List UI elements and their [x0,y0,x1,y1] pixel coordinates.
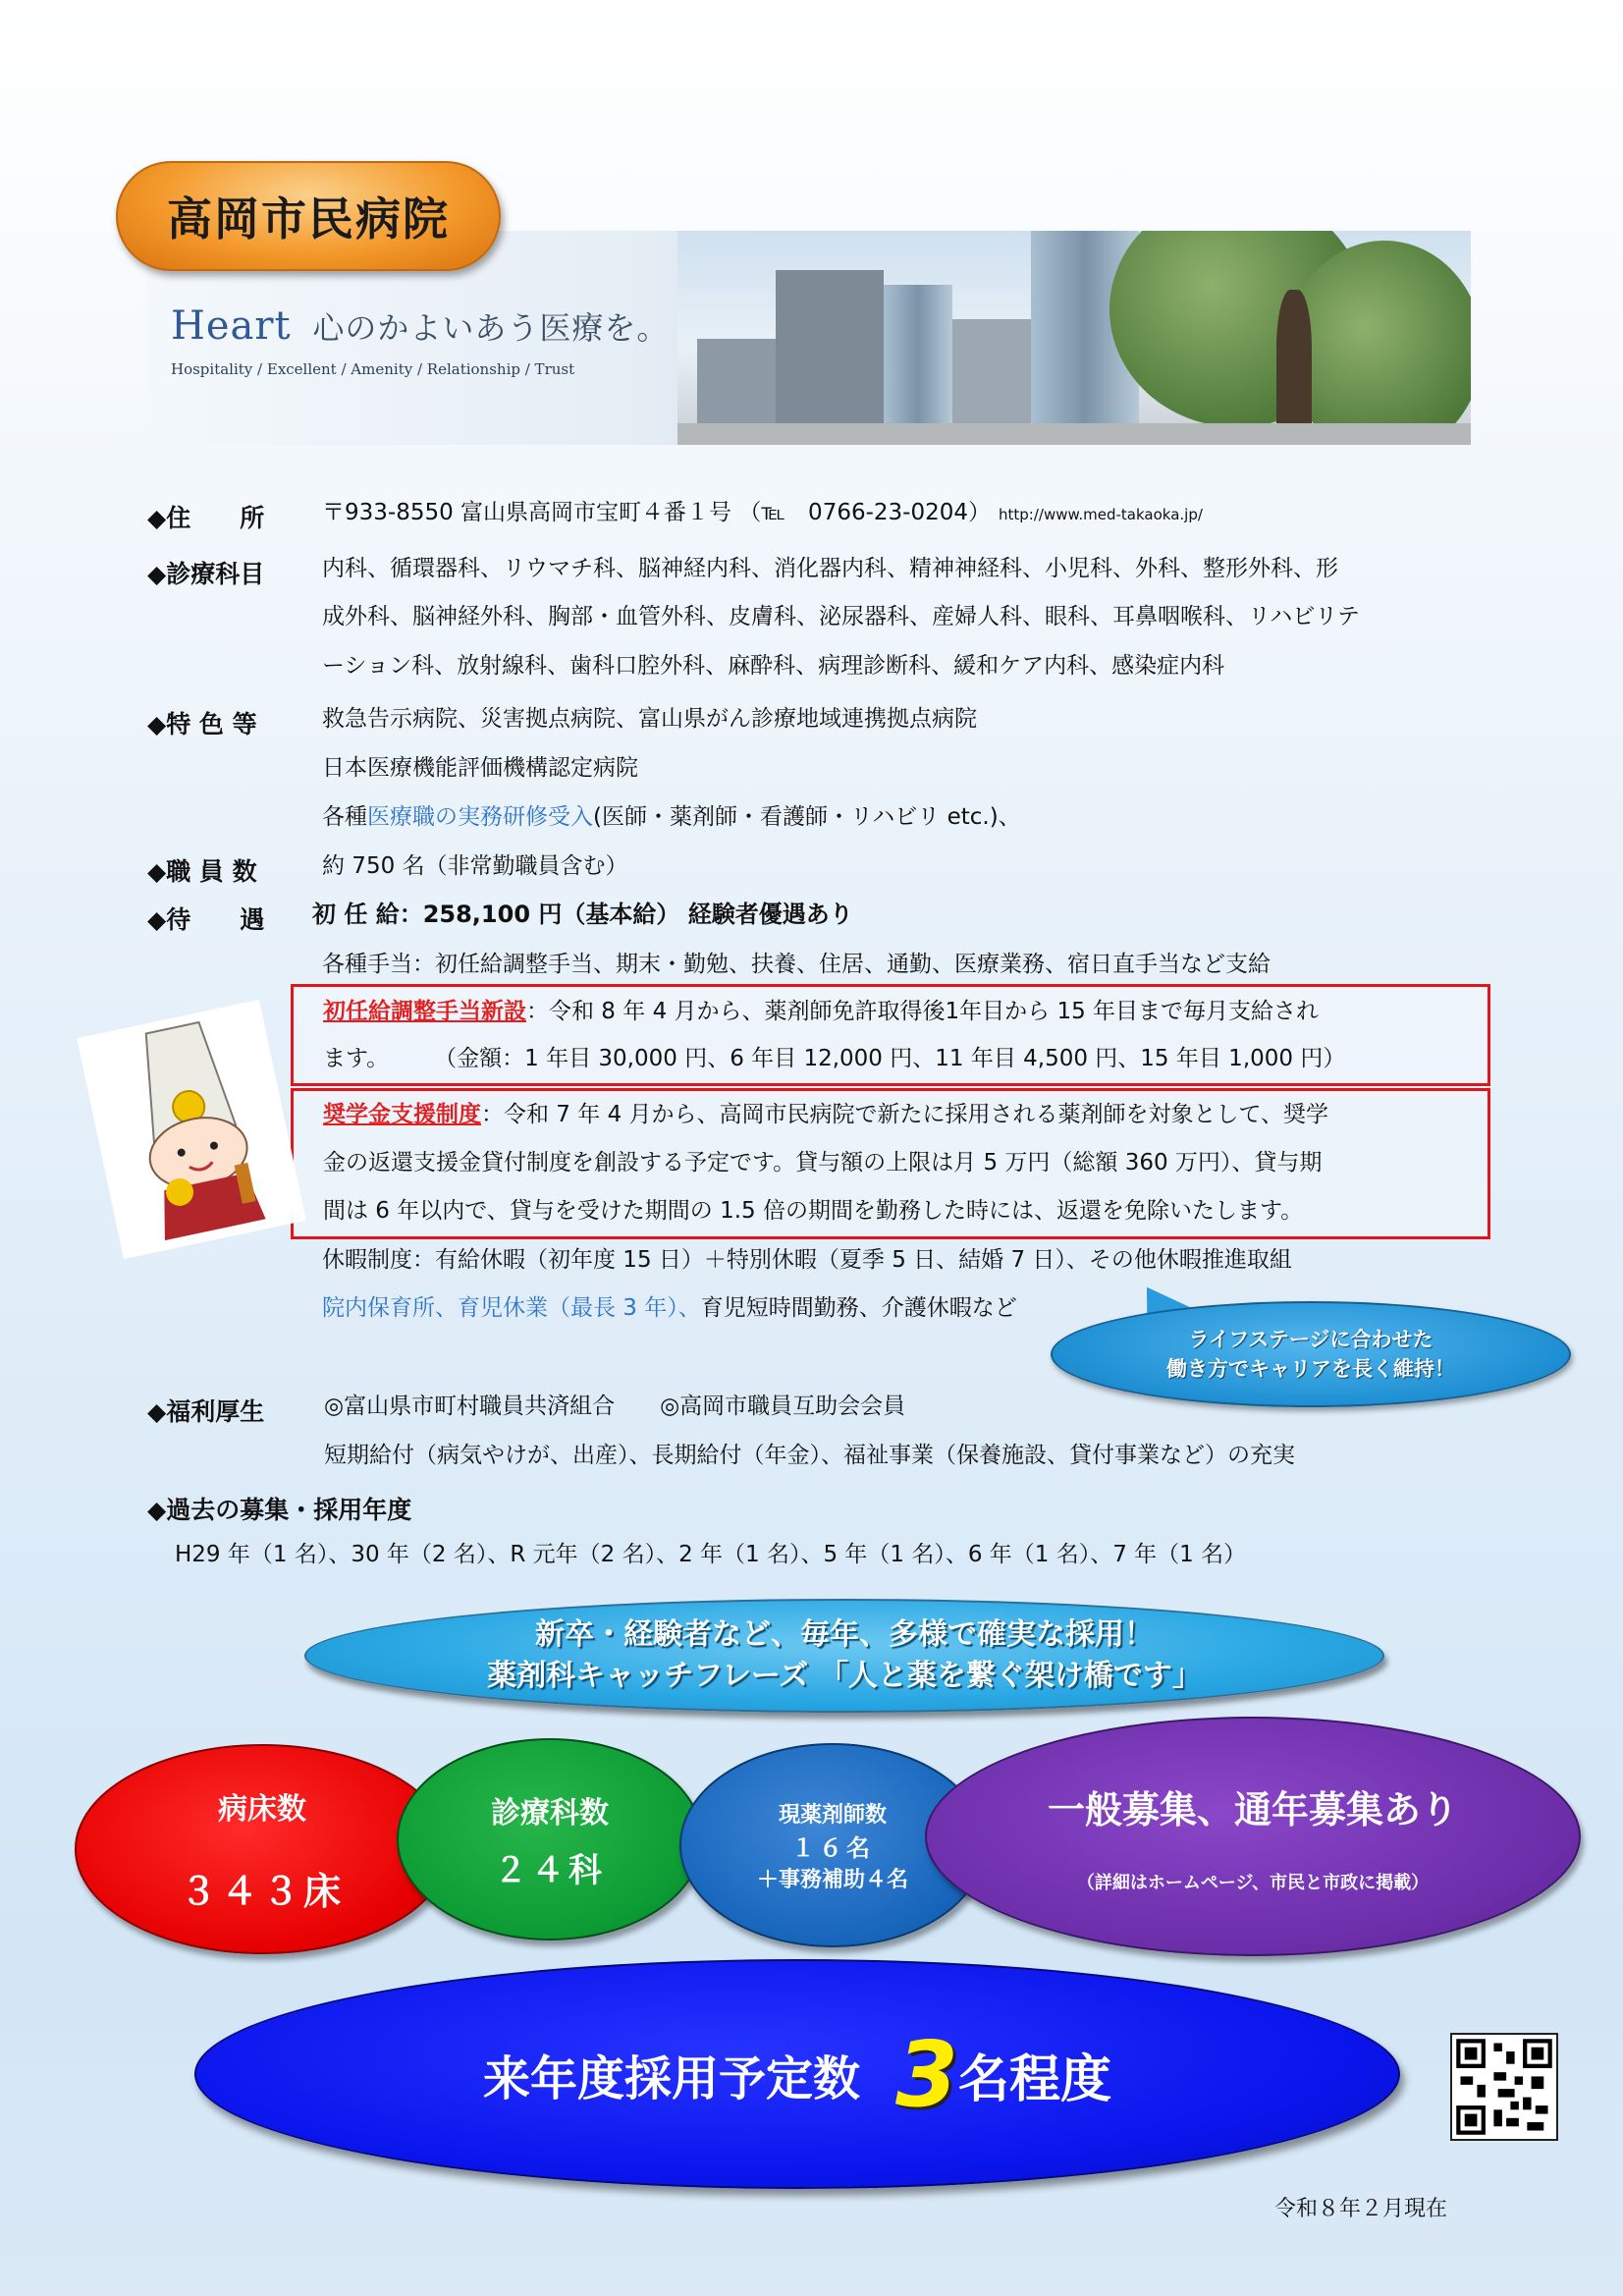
building-glass [884,285,952,445]
welfare-line: 短期給付（病気やけが、出産）、長期給付（年金）、福祉事業（保養施設、貸付事業など）の充実 [324,1443,1295,1468]
scholarship-line: 間は 6 年以内で、貸与を受けた期間の 1.5 倍の期間を勤務した時には、返還を免除いたします。 [323,1198,1304,1224]
scholarship-box [291,1088,1490,1239]
scholarship-title: 奨学金支援制度 [323,1102,481,1127]
hospital-url-link[interactable]: http://www.med-takaoka.jp/ [999,506,1203,523]
features-line [322,801,1021,833]
features-prefix: 各種 [322,804,367,830]
leave-system: 休暇制度：有給休暇（初年度 15 日）＋特別休暇（夏季 5 日、結婚 7 日）、その他休暇推進取組 [322,1247,1292,1273]
departments-line: ーション科、放射線科、歯科口腔外科、麻酔科、病理診断科、緩和ケア内科、感染症内科 [322,653,1225,679]
heart-tagline: 心のかよいあう医療を。 [312,309,670,347]
beds-circle [75,1744,450,1954]
depts-value: ２４科 [494,1850,606,1890]
new-allowance-text: ：令和 8 年 4 月から、薬剤師免許取得後1年目から 15 年目まで毎月支給され [526,999,1320,1024]
beds-value: ３４３床 [179,1869,345,1913]
new-allowance-line: ます。 （金額：1 年目 30,000 円、6 年目 12,000 円、11 年目 4,500 円、15 年目 1,000 円） [323,1046,1346,1071]
departments-line: 成外科、脳神経外科、胸部・血管外科、皮膚科、泌尿器科、産婦人科、眼科、耳鼻咽喉科、リハビリテ [322,604,1360,629]
childcare-highlight: 院内保育所、育児休業（最長 3 年）、 [322,1295,701,1321]
plan-number: 3 [894,2021,958,2127]
new-allowance-box [291,984,1490,1086]
hiring-plan-oval [194,1959,1400,2189]
childcare-suffix: 育児短時間勤務、介護休暇など [700,1295,1017,1321]
history-value: H29 年（1 名）、30 年（2 名）、R 元年（2 名）、2 年（1 名）、5 年（1 名）、6 年（1 名）、7 年（1 名） [175,1542,1247,1567]
catchphrase-line: 薬剤科キャッチフレーズ 「人と薬を繋ぐ架け橋です」 [487,1659,1202,1693]
plan-suffix: 名程度 [958,2050,1112,2109]
scholarship-line: 金の返還支援金貸付制度を創設する予定です。貸与額の上限は月 5 万円（総額 360 万円）、貸与期 [323,1150,1323,1175]
hospital-name-badge: 高岡市民病院 [116,161,501,271]
scholarship-line [323,1099,1328,1130]
new-allowance-line [323,996,1319,1027]
pharm-value: １６名 [791,1833,874,1862]
building-tower [776,270,884,445]
catchphrase-line: 新卒・経験者など、毎年、多様で確実な採用！ [535,1617,1154,1652]
training-highlight: 医療職の実務研修受入 [367,804,593,830]
history-label: ◆過去の募集・採用年度 [147,1496,412,1524]
departments-circle [397,1738,703,1941]
new-allowance-title: 初任給調整手当新設 [323,999,526,1024]
welfare-line: ◎富山県市町村職員共済組合 ◎高岡市職員互助会会員 [324,1394,906,1419]
heart-acronym: Hospitality / Excellent / Amenity / Relationship / Trust [171,360,575,378]
lifestage-bubble [1051,1301,1571,1407]
qr-code-icon[interactable] [1450,2033,1558,2141]
salary-label: ◆待 遇 [147,905,265,934]
welfare-label: ◆福利厚生 [147,1397,265,1426]
statue [1276,290,1312,437]
recruitment-circle [925,1717,1581,1956]
beds-label: 病床数 [218,1791,306,1827]
features-line: 救急告示病院、災害拠点病院、富山県がん診療地域連携拠点病院 [322,706,977,732]
bubble-line: ライフステージに合わせた [1188,1328,1434,1351]
ground [677,423,1471,445]
pharm-label: 現薬剤師数 [778,1802,887,1828]
plan-prefix: 来年度採用予定数 [482,2050,860,2106]
staff-value: 約 750 名（非常勤職員含む） [322,853,628,879]
address-label: ◆住 所 [147,504,265,532]
bubble-line: 働き方でキャリアを長く維持！ [1166,1357,1455,1381]
issue-date: 令和８年２月現在 [1274,2197,1448,2221]
pharm-extra: ＋事務補助４名 [756,1867,908,1892]
departments-line: 内科、循環器科、リウマチ科、脳神経内科、消化器内科、精神神経科、小児科、外科、整形外科、形 [322,556,1338,581]
catchphrase-banner [304,1599,1384,1713]
heart-word: Heart [171,303,292,349]
features-line: 日本医療機能評価機構認定病院 [322,755,638,781]
scholarship-text: ：令和 7 年 4 月から、高岡市民病院で新たに採用される薬剤師を対象として、奨学 [481,1102,1329,1127]
address-value: 〒933-8550 富山県高岡市宝町４番１号 （℡ 0766-23-0204） [322,500,991,525]
address-row [322,497,1203,530]
recruit-note: （詳細はホームページ、市民と市政に掲載） [1076,1872,1430,1893]
mascot-illustration [77,1000,306,1259]
staff-label: ◆職 員 数 [147,857,257,886]
depts-label: 診療科数 [491,1795,609,1831]
starting-salary: 初 任 給：258,100 円（基本給） 経験者優遇あり [312,901,853,928]
recruit-title: 一般募集、通年募集あり [1047,1787,1458,1831]
allowances: 各種手当：初任給調整手当、期末・勤勉、扶養、住居、通勤、医療業務、宿日直手当など支給 [322,952,1271,977]
features-label: ◆特 色 等 [147,710,257,738]
departments-label: ◆診療科目 [147,560,265,588]
features-suffix: (医師・薬剤師・看護師・リハビリ etc.)、 [593,804,1021,830]
childcare-line [322,1292,1017,1324]
